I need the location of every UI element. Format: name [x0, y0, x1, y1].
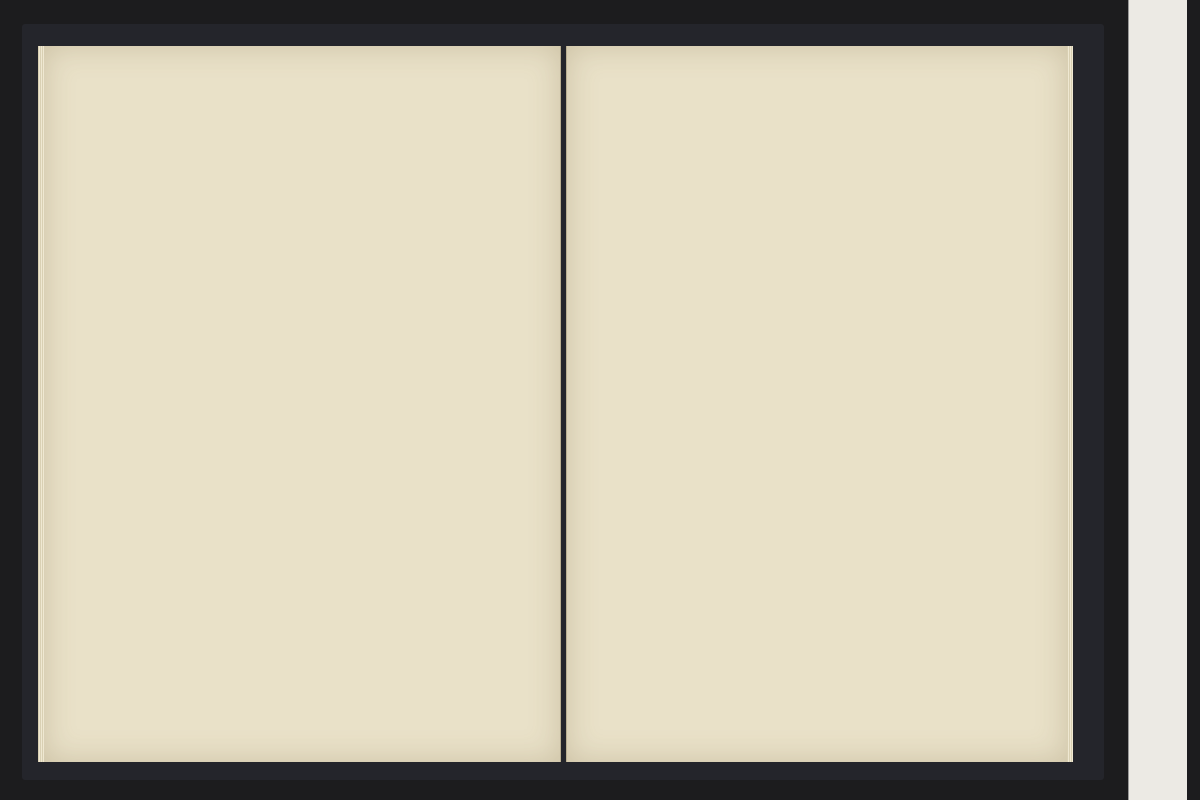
right-page [566, 46, 1067, 762]
right-page-edge [1067, 46, 1073, 762]
left-page-edge [38, 46, 44, 762]
measuring-ruler [1128, 0, 1187, 800]
left-page [44, 46, 561, 762]
